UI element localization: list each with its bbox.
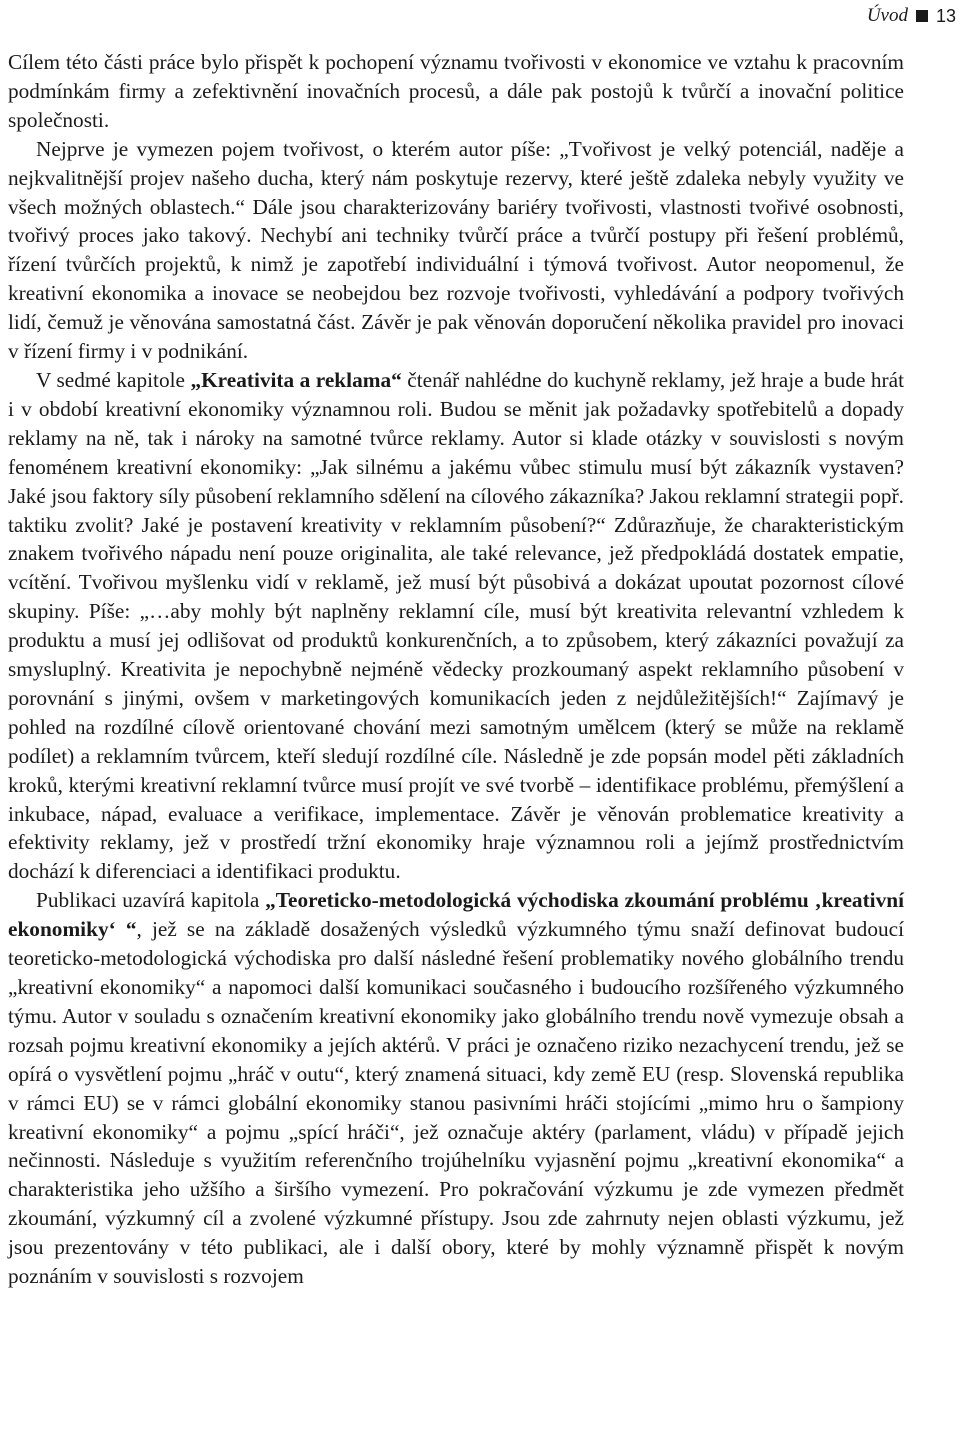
page-header [867, 4, 956, 28]
paragraph-4 [8, 886, 904, 1291]
chapter-title-emphasis: „Kreativita a reklama“ [190, 367, 402, 392]
separator-square-icon [916, 10, 928, 22]
text-run: Nejprve je vymezen pojem tvořivost, o kterém autor píše: „Tvořivost je velký potenciál, naděje a nejkvalitnější projev našeho ducha, který nám poskytuje rezervy, které ještě zdaleka nebyly využity ve všech možných oblastech.“ Dále jsou charakterizovány bariéry tvořivosti, vlastnosti tvořivé osobnosti, tvořivý proces jako takový. Nechybí ani techniky tvůrčí práce a tvůrčí postupy při řešení problémů, řízení tvůrčích projektů, k nimž je zapotřebí individuální i týmová tvořivost. Autor neopomenul, že kreativní ekonomika a inovace se neobejdou bez rozvoje tvořivosti, vyhledávání a podpory tvořivých lidí, čemuž je věnována samostatná část. Závěr je pak věnován doporučení několika pravidel pro inovaci v řízení firmy i v podnikání. [8, 136, 904, 364]
text-run: Publikaci uzavírá kapitola [36, 888, 266, 913]
paragraph-2 [8, 135, 904, 366]
text-run: Cílem této části práce bylo přispět k pochopení významu tvořivosti v ekonomice ve vztahu k pracovním podmínkám firmy a zefektivnění inovačních procesů, a dále pak postojů k tvůrčí a inovační politice společnosti. [8, 50, 904, 132]
text-run: čtenář nahlédne do kuchyně reklamy, jež hraje a bude hrát i v období kreativní ekonomiky významnou roli. Budou se měnit jak požadavky spotřebitelů a dopady reklamy na ně, tak i nároky na samotné tvůrce reklamy. Autor si klade otázky v souvislosti s novým fenoménem kreativní ekonomiky: „Jak silnému a jakému vůbec stimulu musí být zákazník vystaven? Jaké jsou faktory síly působení reklamního sdělení na cílového zákazníka? Jakou reklamní strategii popř. taktiku zvolit? Jaké je postavení kreativity v reklamním působení?“ Zdůrazňuje, že charakteristickým znakem tvořivého nápadu není pouze originalita, ale také relevance, jež předpokládá dostatek empatie, vcítění. Tvořivou myšlenku vidí v reklamě, jež musí být působivá a dokázat upoutat pozornost cílové skupiny. Píše: „…aby mohly být naplněny reklamní cíle, musí být kreativita relevantní vzhledem k produktu a musí jej odlišovat od produktů konkurenčních, a to způsobem, který zákazníci považují za smysluplný. Kreativita je nepochybně nejméně vědecky prozkoumaný aspekt reklamního působení v porovnání s jinými, ovšem v marketingových komunikacích jeden z nejdůležitějších!“ Zajímavý je pohled na rozdílné cílově orientované chování mezi samotným umělcem (který se může na reklamě podílet) a reklamním tvůrcem, kteří sledují rozdílné cíle. Následně je zde popsán model pěti základních kroků, kterými kreativní reklamní tvůrce musí projít ve své tvorbě – identifikace problému, přemýšlení a inkubace, nápad, evaluace a verifikace, implementace. Závěr je věnován problematice kreativity a efektivity reklamy, jež v prostředí tržní ekonomiky hraje významnou roli a jejímž prostřednictvím dochází k diferenciaci a identifikaci produktu. [8, 367, 905, 884]
text-run: V sedmé kapitole [36, 367, 191, 392]
text-run: , jež se na základě dosažených výsledků výzkumného týmu snaží definovat budoucí teoreticko-metodologická východiska pro další následné řešení problematiky nového globálního trendu „kreativní ekonomiky“ a napomoci další komunikaci současného i budoucího rozšířeného výzkumného týmu. Autor v souladu s označením kreativní ekonomiky jako globálního trendu nově vymezuje obsah a rozsah pojmu kreativní ekonomiky a jejích aktérů. V práci je označeno riziko nezachycení trendu, jež se opírá o vysvětlení pojmu „hráč v outu“, který znamená situaci, kdy země EU (resp. Slovenská republika v rámci EU) se v rámci globální ekonomiky stanou pasivními hráči stojícími „mimo hru o šampiony kreativní ekonomiky“ a pojmu „spící hráči“, jež označuje aktéry (parlament, vládu) v případě jejich nečinnosti. Následuje s využitím referenčního trojúhelníku vyjasnění pojmu „kreativní ekonomika“ a charakteristika jeho užšího a širšího vymezení. Pro pokračování výzkumu je zde vymezen předmět zkoumání, výzkumný cíl a zvolené výzkumné přístupy. Jsou zde zahrnuty nejen oblasti výzkumu, jež jsou prezentovány v této publikaci, ale i další obory, které by mohly významně přispět k novým poznáním v souvislosti s rozvojem [8, 917, 904, 1289]
paragraph-3 [8, 366, 904, 886]
body-text [8, 48, 904, 1291]
paragraph-1 [8, 48, 904, 135]
chapter-title-emphasis: „Teoreticko-metodologická východiska zkoumání problému ‚kreativní ekonomiky‘ “ [8, 888, 904, 942]
section-title: Úvod [866, 5, 908, 26]
page-number: 13 [935, 5, 956, 26]
